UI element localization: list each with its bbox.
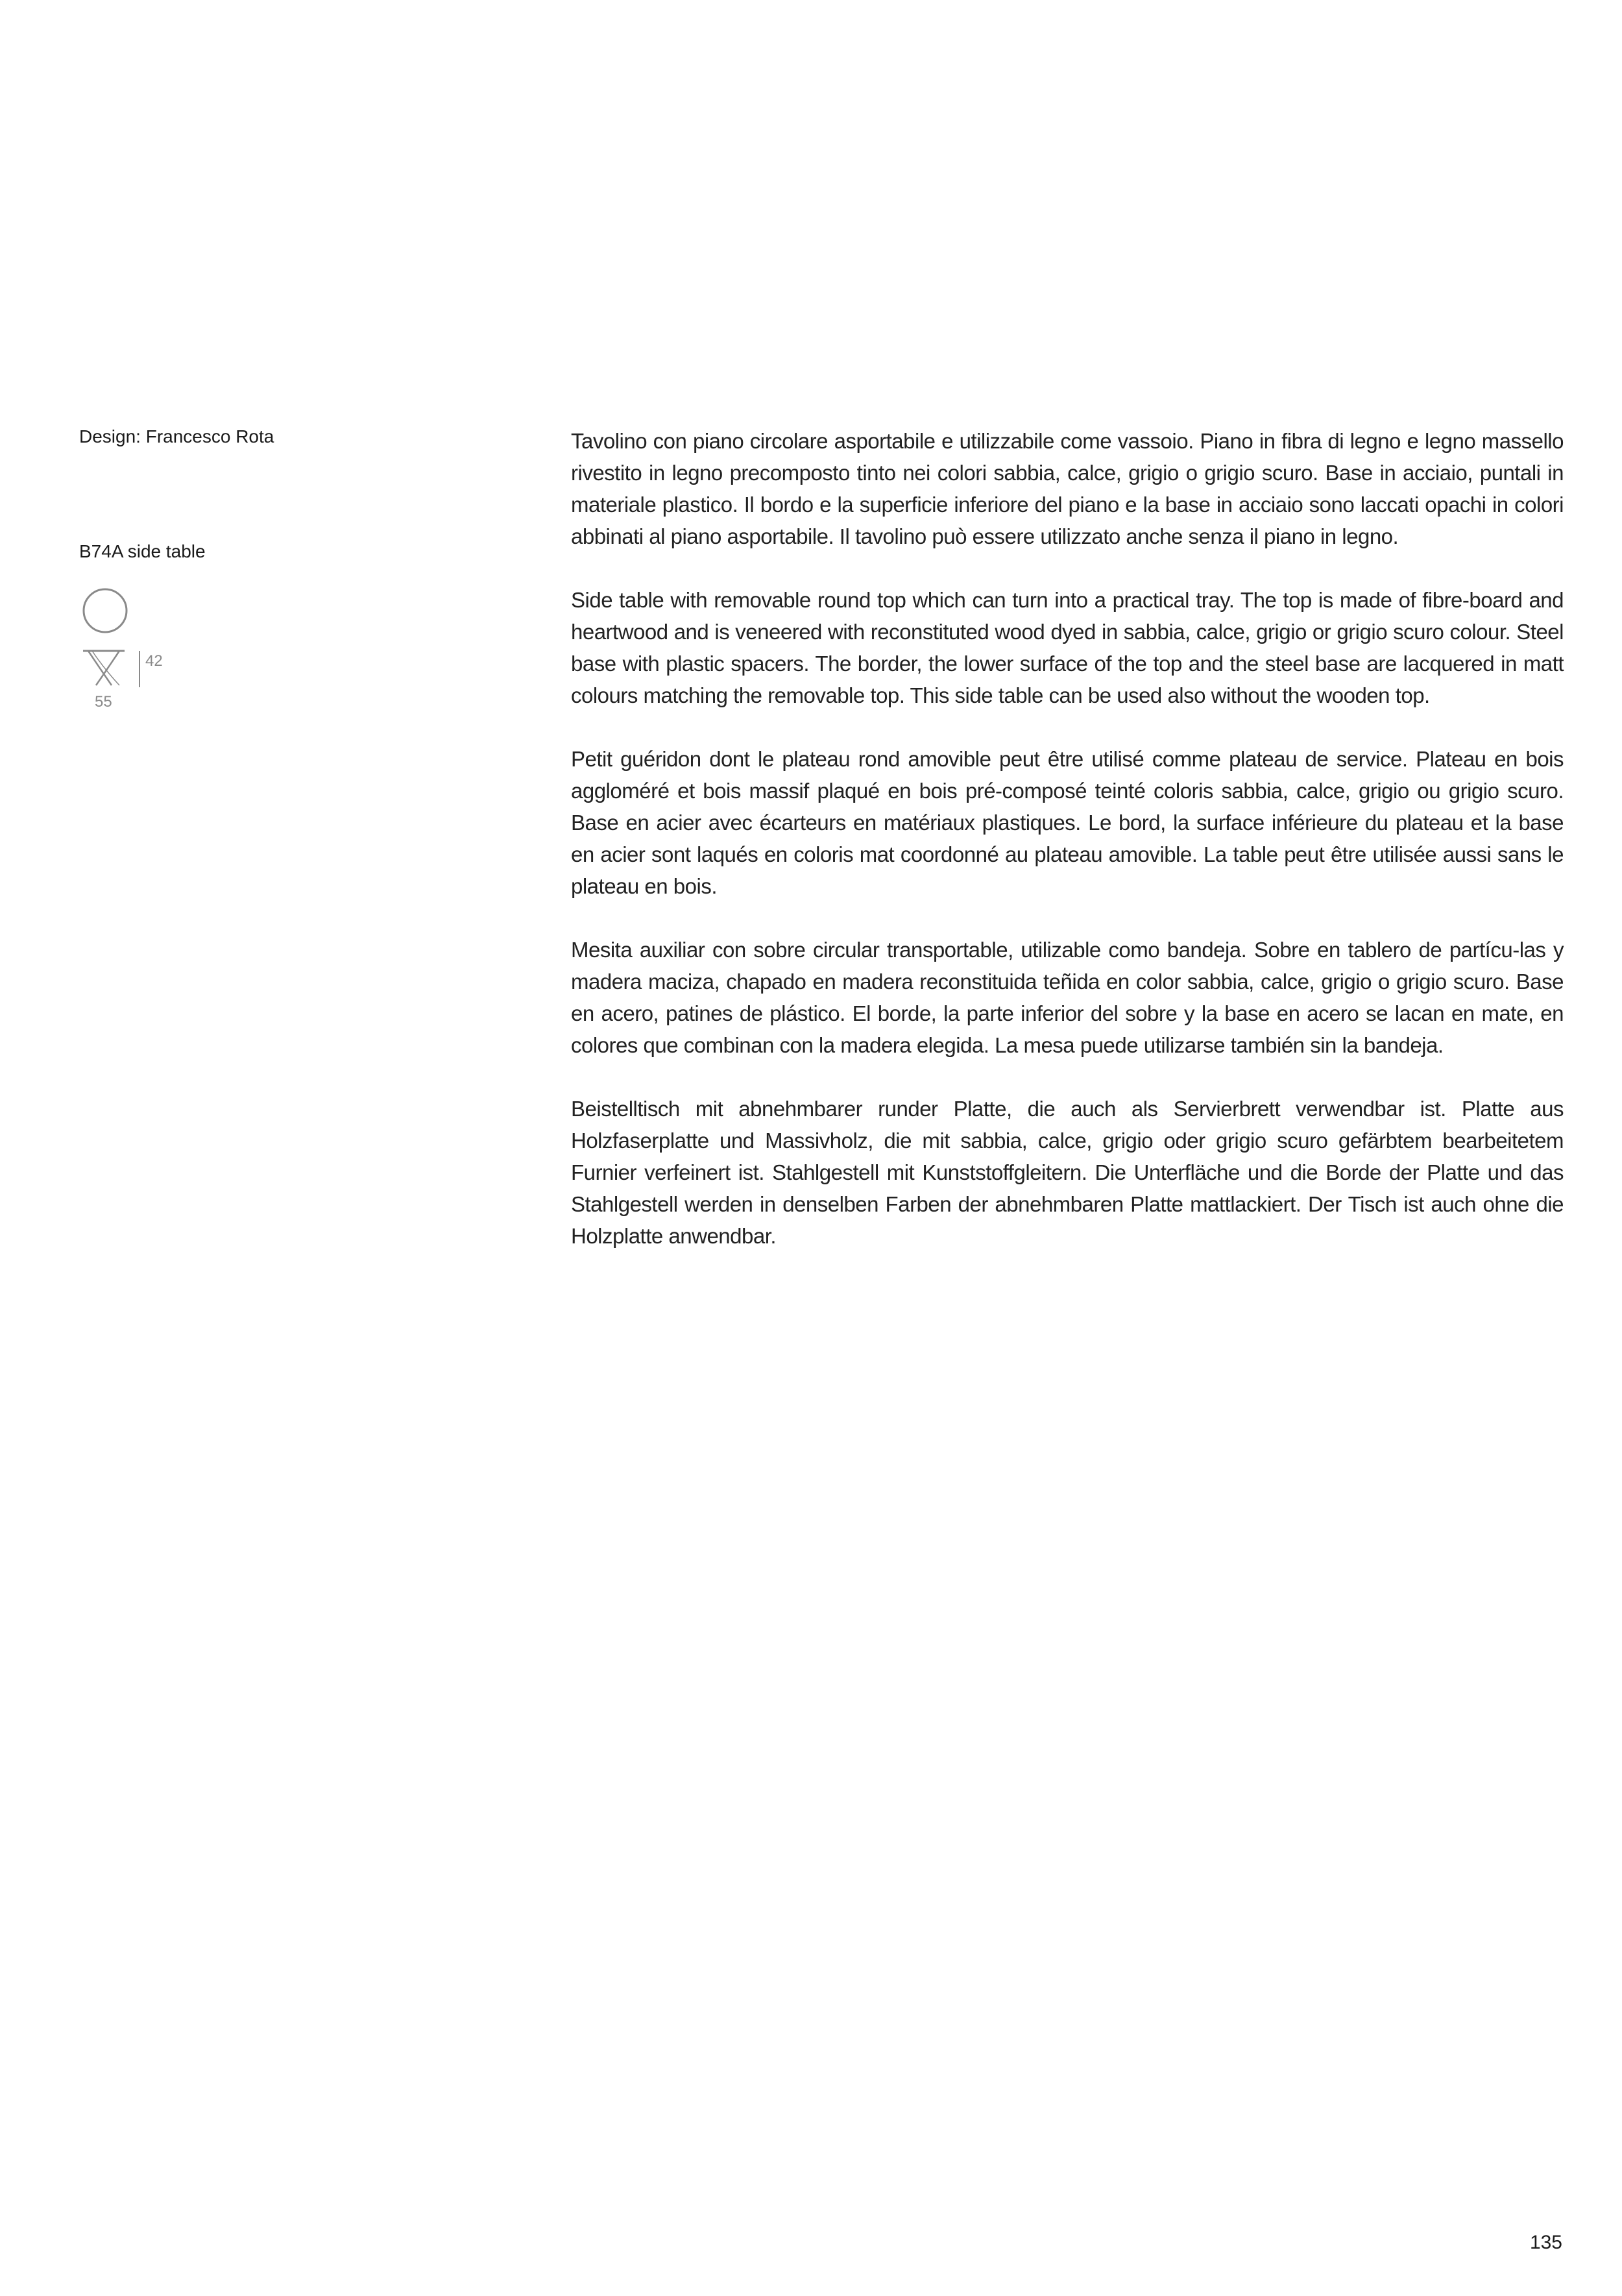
designer-credit: Design: Francesco Rota	[79, 426, 274, 446]
dimension-width: 55	[95, 693, 112, 711]
table-side-view-icon	[82, 649, 128, 688]
description-italian: Tavolino con piano circolare asportabile e utilizzabile come vassoio. Piano in fibra di legno e legno massello rivestito in legno precomposto tinto nei colori sabbia, calce, grigio o grigio scuro. Base in acciaio, puntali in materiale plastico. Il bordo e la superficie inferiore del piano e la base in acciaio sono laccati opachi in colori abbinati al piano asportabile. Il tavolino può essere utilizzato anche senza il piano in legno.	[571, 429, 1564, 548]
circle-top-view-icon	[82, 587, 128, 634]
description-spanish: Mesita auxiliar con sobre circular transportable, utilizable como bandeja. Sobre en tablero de partícu-las y madera maciza, chapado en madera reconstituida teñida en color sabbia, calce, grigio o grigio scuro. Base en acero, patines de plástico. El borde, la parte inferior del sobre y la base en acero se lacan en mate, en colores que combinan con la madera elegida. La mesa puede utilizarse también sin la bandeja.	[571, 938, 1564, 1057]
page-number: 135	[1529, 2232, 1562, 2253]
dimension-height: 42	[145, 652, 163, 670]
height-dimension-line	[139, 651, 140, 687]
product-description	[571, 425, 1564, 1284]
description-english: Side table with removable round top which can turn into a practical tray. The top is made of fibre-board and heartwood and is veneered with reconstituted wood dyed in sabbia, calce, grigio or grigio scuro colour. Steel base with plastic spacers. The border, the lower surface of the top and the steel base are lacquered in matt colours matching the removable top. This side table can be used also without the wooden top.	[571, 588, 1564, 707]
description-french: Petit guéridon dont le plateau rond amovible peut être utilisé comme plateau de service. Plateau en bois aggloméré et bois massif plaqué en bois pré-composé teinté coloris sabbia, calce, grigio ou grigio scuro. Base en acier avec écarteurs en matériaux plastiques. Le bord, la surface inférieure du plateau et la base en acier sont laqués en coloris mat coordonné au plateau amovible. La table peut être utilisée aussi sans le plateau en bois.	[571, 747, 1564, 898]
description-german: Beistelltisch mit abnehmbarer runder Platte, die auch als Servierbrett verwendbar ist. Platte aus Holzfaserplatte und Massivholz, die mit sabbia, calce, grigio oder grigio scuro gefärbtem bearbeitetem Furnier verfeinert ist. Stahlgestell mit Kunststoffgleitern. Die Unterfläche und die Borde der Platte und das Stahlgestell werden in denselben Farben der abnehmbaren Platte mattlackiert. Der Tisch ist auch ohne die Holzplatte anwendbar.	[571, 1097, 1564, 1248]
product-name: B74A side table	[79, 541, 206, 561]
